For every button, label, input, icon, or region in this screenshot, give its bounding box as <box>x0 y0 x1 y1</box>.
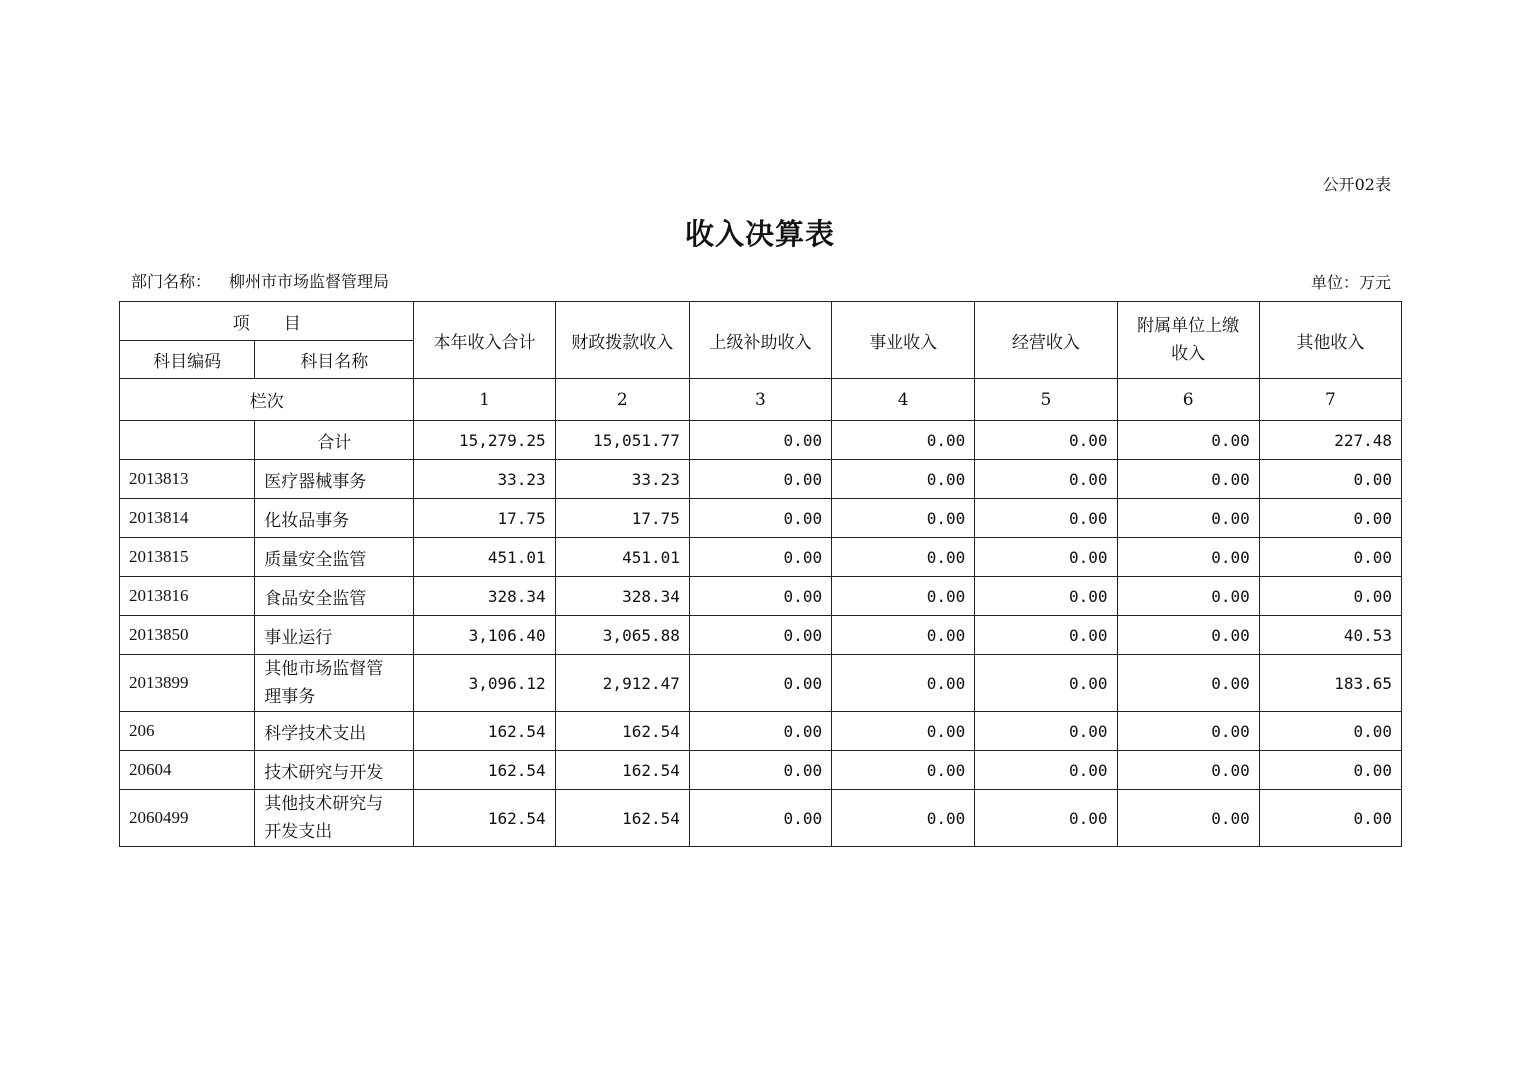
row-code: 2013814 <box>120 499 255 538</box>
cell-value: 0.00 <box>1259 751 1401 790</box>
row-name-line: 其他技术研究与 <box>264 794 384 814</box>
cell-value: 0.00 <box>975 751 1117 790</box>
cell-value: 451.01 <box>555 538 689 577</box>
cell-value: 2,912.47 <box>555 655 689 712</box>
cell-value: 33.23 <box>555 460 689 499</box>
line-label: 栏次 <box>120 379 414 421</box>
cell-value: 0.00 <box>832 421 975 460</box>
page-title: 收入决算表 <box>684 217 835 251</box>
col-header-superior-subsidy: 上级补助收入 <box>689 302 831 379</box>
row-code: 2013815 <box>120 538 255 577</box>
row-code: 2060499 <box>120 790 255 847</box>
cell-value: 0.00 <box>689 751 831 790</box>
cell-value: 0.00 <box>832 577 975 616</box>
cell-value: 0.00 <box>975 616 1117 655</box>
cell-value: 451.01 <box>414 538 555 577</box>
cell-value: 0.00 <box>832 460 975 499</box>
row-code: 2013850 <box>120 616 255 655</box>
table-row <box>120 577 1402 616</box>
line-number: 1 <box>414 379 555 421</box>
form-number: 公开02表 <box>1322 175 1391 194</box>
row-code: 206 <box>120 712 255 751</box>
cell-value: 0.00 <box>689 577 831 616</box>
cell-value: 40.53 <box>1259 616 1401 655</box>
table-row <box>120 655 1402 712</box>
cell-value: 183.65 <box>1259 655 1401 712</box>
cell-value: 0.00 <box>832 712 975 751</box>
cell-value: 0.00 <box>832 655 975 712</box>
cell-value: 0.00 <box>832 538 975 577</box>
col-header-fiscal-appropriation: 财政拨款收入 <box>555 302 689 379</box>
col-header-operating-income: 经营收入 <box>975 302 1117 379</box>
row-name <box>255 790 414 847</box>
cell-value: 0.00 <box>1117 712 1259 751</box>
cell-value: 0.00 <box>689 790 831 847</box>
cell-value: 17.75 <box>414 499 555 538</box>
col-header-affiliate-remittance <box>1117 302 1259 379</box>
cell-value: 0.00 <box>1259 712 1401 751</box>
cell-value: 33.23 <box>414 460 555 499</box>
line-number: 5 <box>975 379 1117 421</box>
cell-value: 0.00 <box>975 460 1117 499</box>
cell-value: 15,279.25 <box>414 421 555 460</box>
cell-value: 0.00 <box>1117 460 1259 499</box>
row-name: 食品安全监管 <box>255 577 414 616</box>
row-name-line: 理事务 <box>264 687 316 707</box>
cell-value: 162.54 <box>555 790 689 847</box>
line-number: 4 <box>832 379 975 421</box>
cell-value: 0.00 <box>1259 460 1401 499</box>
cell-value: 3,096.12 <box>414 655 555 712</box>
col-header-other-income: 其他收入 <box>1259 302 1401 379</box>
name-header: 科目名称 <box>255 341 414 379</box>
cell-value: 0.00 <box>689 538 831 577</box>
col-header-affiliate-line1: 附属单位上缴 <box>1137 316 1240 336</box>
department-info <box>131 269 389 292</box>
row-code: 2013899 <box>120 655 255 712</box>
total-row <box>120 421 1402 460</box>
cell-value: 0.00 <box>689 421 831 460</box>
row-name: 质量安全监管 <box>255 538 414 577</box>
row-code <box>120 421 255 460</box>
cell-value: 162.54 <box>555 751 689 790</box>
row-name: 合计 <box>255 421 414 460</box>
row-name-line: 其他市场监督管 <box>264 659 384 679</box>
cell-value: 0.00 <box>832 790 975 847</box>
line-number: 3 <box>689 379 831 421</box>
cell-value: 0.00 <box>1259 790 1401 847</box>
cell-value: 0.00 <box>832 499 975 538</box>
cell-value: 0.00 <box>689 655 831 712</box>
department-name: 柳州市市场监督管理局 <box>229 272 390 291</box>
row-code: 20604 <box>120 751 255 790</box>
line-number-row <box>120 379 1402 421</box>
cell-value: 0.00 <box>1117 655 1259 712</box>
cell-value: 0.00 <box>1117 616 1259 655</box>
cell-value: 0.00 <box>832 616 975 655</box>
cell-value: 15,051.77 <box>555 421 689 460</box>
cell-value: 0.00 <box>1117 790 1259 847</box>
cell-value: 0.00 <box>689 460 831 499</box>
line-number: 7 <box>1259 379 1401 421</box>
code-header: 科目编码 <box>120 341 255 379</box>
cell-value: 0.00 <box>975 538 1117 577</box>
department-label: 部门名称： <box>131 272 212 291</box>
row-name: 化妆品事务 <box>255 499 414 538</box>
table-row <box>120 460 1402 499</box>
col-header-total-income: 本年收入合计 <box>414 302 555 379</box>
table-row <box>120 616 1402 655</box>
table-row <box>120 790 1402 847</box>
group-header: 项 目 <box>120 302 414 341</box>
unit-label: 单位：万元 <box>1310 273 1391 292</box>
cell-value: 227.48 <box>1259 421 1401 460</box>
cell-value: 162.54 <box>414 712 555 751</box>
cell-value: 162.54 <box>414 790 555 847</box>
cell-value: 0.00 <box>975 421 1117 460</box>
row-code: 2013816 <box>120 577 255 616</box>
line-number: 6 <box>1117 379 1259 421</box>
row-name: 科学技术支出 <box>255 712 414 751</box>
cell-value: 0.00 <box>975 655 1117 712</box>
cell-value: 0.00 <box>975 577 1117 616</box>
cell-value: 0.00 <box>1117 538 1259 577</box>
table-row <box>120 499 1402 538</box>
row-name-line: 开发支出 <box>264 822 333 842</box>
col-header-business-income: 事业收入 <box>832 302 975 379</box>
cell-value: 0.00 <box>1259 499 1401 538</box>
income-final-accounts-table <box>119 301 1402 847</box>
table-row <box>120 712 1402 751</box>
cell-value: 328.34 <box>414 577 555 616</box>
col-header-affiliate-line2: 收入 <box>1171 344 1206 364</box>
cell-value: 0.00 <box>975 712 1117 751</box>
cell-value: 0.00 <box>689 616 831 655</box>
cell-value: 0.00 <box>975 499 1117 538</box>
cell-value: 162.54 <box>555 712 689 751</box>
cell-value: 328.34 <box>555 577 689 616</box>
table-row <box>120 538 1402 577</box>
cell-value: 0.00 <box>689 712 831 751</box>
cell-value: 0.00 <box>1117 421 1259 460</box>
cell-value: 0.00 <box>832 751 975 790</box>
row-name: 医疗器械事务 <box>255 460 414 499</box>
cell-value: 0.00 <box>1259 577 1401 616</box>
cell-value: 3,106.40 <box>414 616 555 655</box>
cell-value: 0.00 <box>689 499 831 538</box>
line-number: 2 <box>555 379 689 421</box>
header-row-1 <box>120 302 1402 341</box>
cell-value: 0.00 <box>975 790 1117 847</box>
cell-value: 0.00 <box>1117 499 1259 538</box>
row-code: 2013813 <box>120 460 255 499</box>
cell-value: 0.00 <box>1117 751 1259 790</box>
row-name: 事业运行 <box>255 616 414 655</box>
row-name: 技术研究与开发 <box>255 751 414 790</box>
cell-value: 0.00 <box>1259 538 1401 577</box>
cell-value: 17.75 <box>555 499 689 538</box>
cell-value: 3,065.88 <box>555 616 689 655</box>
cell-value: 162.54 <box>414 751 555 790</box>
cell-value: 0.00 <box>1117 577 1259 616</box>
row-name <box>255 655 414 712</box>
table-row <box>120 751 1402 790</box>
